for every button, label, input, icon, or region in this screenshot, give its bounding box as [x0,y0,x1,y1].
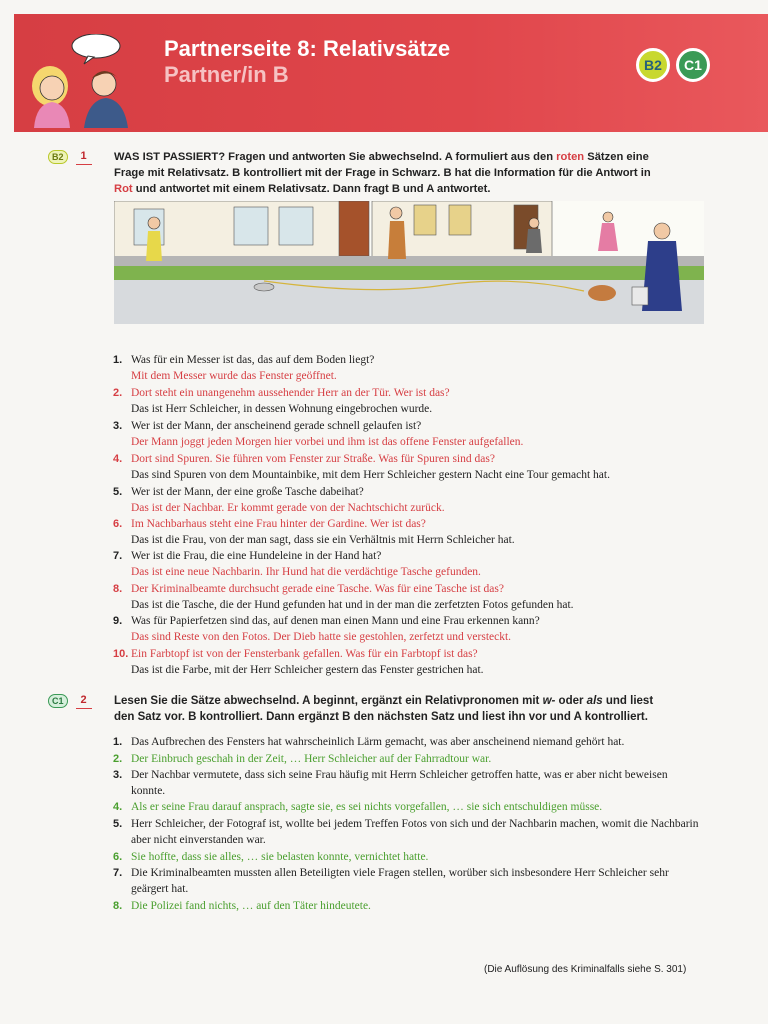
exercise-level-tag: C1 [48,694,68,708]
item-number: 5. [113,818,123,830]
instruction-text: Sätzen eine [584,151,649,163]
item-number: 8. [113,583,123,595]
answer-text: Das ist die Farbe, mit der Herr Schleicher gestern das Fenster gestrichen hat. [131,664,484,676]
answer-text: Das sind Reste von den Fotos. Der Dieb hatte sie gestohlen, zerfetzt und versteckt. [131,631,512,643]
question-text: Wer ist der Mann, der anscheinend gerade schnell gelaufen ist? [131,420,422,432]
answer-text: Das ist Herr Schleicher, in dessen Wohnung eingebrochen wurde. [131,403,433,415]
item-number: 9. [113,615,123,627]
item-number: 2. [113,387,123,399]
sentence-text: Der Nachbar vermutete, dass sich seine Frau häufig mit Herrn Schleicher getroffen hatte, was er aber nicht beweisen konnte. [131,769,668,797]
instruction-red-word: Rot [114,183,133,195]
instruction-text: Frage mit Relativsatz. B kontrolliert mit der Frage in Schwarz. B hat die Information für die Antwort in [114,167,651,179]
sentence-text: Als er seine Frau darauf ansprach, sagte sie, es sei nichts vorgefallen, … sie sich entschuldigen müsse. [131,801,603,813]
item-number: 1. [113,736,123,748]
page-title: Partnerseite 8: Relativsätze [164,36,451,61]
item-number: 7. [113,867,123,879]
exercise-1-instruction [114,149,714,197]
question-text: Dort sind Spuren. Sie führen vom Fenster zur Straße. Was für Spuren sind das? [131,453,495,465]
instruction-italic: w- [542,695,556,707]
sentence-text: Herr Schleicher, der Fotograf ist, wollte bei jedem Treffen Fotos von sich und der Nachbarin machen, womit die Nachbarin aber nicht einverstanden war. [131,818,699,846]
instruction-text: WAS IST PASSIERT? Fragen und antworten Sie abwechselnd. A formuliert aus den [114,151,557,163]
crime-scene-illustration [114,201,704,324]
exercise-number: 1 [76,150,92,165]
item-number: 7. [113,550,123,562]
exercise-2-number [48,694,92,709]
question-text: Was für Papierfetzen sind das, auf denen man einen Mann und eine Frau erkennen kann? [131,615,540,627]
item-number: 3. [113,420,123,432]
item-number: 4. [113,801,123,813]
item-number: 2. [113,753,123,765]
exercise-number: 2 [76,694,92,709]
footer-note: (Die Auflösung des Kriminalfalls siehe S. 301) [484,964,687,975]
question-text: Ein Farbtopf ist von der Fensterbank gefallen. Was für ein Farbtopf ist das? [131,648,478,660]
instruction-text: Lesen Sie die Sätze abwechselnd. A beginnt, ergänzt ein Relativpronomen mit [114,695,543,707]
partners-illustration [22,34,138,128]
question-text: Im Nachbarhaus steht eine Frau hinter der Gardine. Wer ist das? [131,518,426,530]
item-number: 5. [113,486,123,498]
sentence-text: Die Kriminalbeamten mussten allen Beteiligten viele Fragen stellen, worüber sich insbesondere Herr Schleicher sehr geärgert hat. [131,867,669,895]
answer-text: Das ist die Frau, von der man sagt, dass sie ein Verhältnis mit Herrn Schleicher hat. [131,534,515,546]
level-badge-c1: C1 [676,48,710,82]
page-subtitle: Partner/in B [164,62,289,87]
question-text: Dort steht ein unangenehm aussehender Herr an der Tür. Wer ist das? [131,387,450,399]
answer-text: Das ist der Nachbar. Er kommt gerade von der Nachtschicht zurück. [131,502,445,514]
instruction-red-word: roten [556,151,585,163]
answer-text: Das ist die Tasche, die der Hund gefunden hat und in der man die zerfetzten Fotos gefunden hat. [131,599,574,611]
answer-text: Das sind Spuren von dem Mountainbike, mit dem Herr Schleicher gestern Nacht eine Tour gemacht hat. [131,469,610,481]
sentence-text: Der Einbruch geschah in der Zeit, … Herr Schleicher auf der Fahrradtour war. [131,753,492,765]
item-number: 6. [113,851,123,863]
sentence-text: Das Aufbrechen des Fensters hat wahrscheinlich Lärm gemacht, was aber anscheinend niemand gehört hat. [131,736,625,748]
question-text: Wer ist der Mann, der eine große Tasche dabeihat? [131,486,364,498]
exercise-2-instruction [114,693,714,725]
instruction-text: den Satz vor. B kontrolliert. Dann ergänzt B den nächsten Satz und liest ihn vor und A kontrolliert. [114,711,648,723]
item-number: 8. [113,900,123,912]
item-number: 1. [113,354,123,366]
instruction-text: oder [555,695,587,707]
exercise-1-number [48,150,92,165]
item-number: 4. [113,453,123,465]
sentence-text: Die Polizei fand nichts, … auf den Täter hindeutete. [131,900,371,912]
level-badge-b2: B2 [636,48,670,82]
answer-text: Das ist eine neue Nachbarin. Ihr Hund hat die verdächtige Tasche gefunden. [131,566,481,578]
instruction-text: und antwortet mit einem Relativsatz. Dann fragt B und A antwortet. [132,183,491,195]
item-number: 3. [113,769,123,781]
question-text: Wer ist die Frau, die eine Hundeleine in der Hand hat? [131,550,382,562]
exercise-level-tag: B2 [48,150,68,164]
sentence-text: Sie hoffte, dass sie alles, … sie belasten konnte, vernichtet hatte. [131,851,429,863]
item-number: 10. [113,648,129,660]
instruction-text: und liest [602,695,654,707]
question-text: Der Kriminalbeamte durchsucht gerade eine Tasche. Was für eine Tasche ist das? [131,583,504,595]
answer-text: Mit dem Messer wurde das Fenster geöffnet. [131,370,337,382]
question-text: Was für ein Messer ist das, das auf dem Boden liegt? [131,354,375,366]
instruction-italic: als [586,695,603,707]
item-number: 6. [113,518,123,530]
header-banner [14,14,768,132]
answer-text: Der Mann joggt jeden Morgen hier vorbei und ihm ist das offene Fenster aufgefallen. [131,436,524,448]
